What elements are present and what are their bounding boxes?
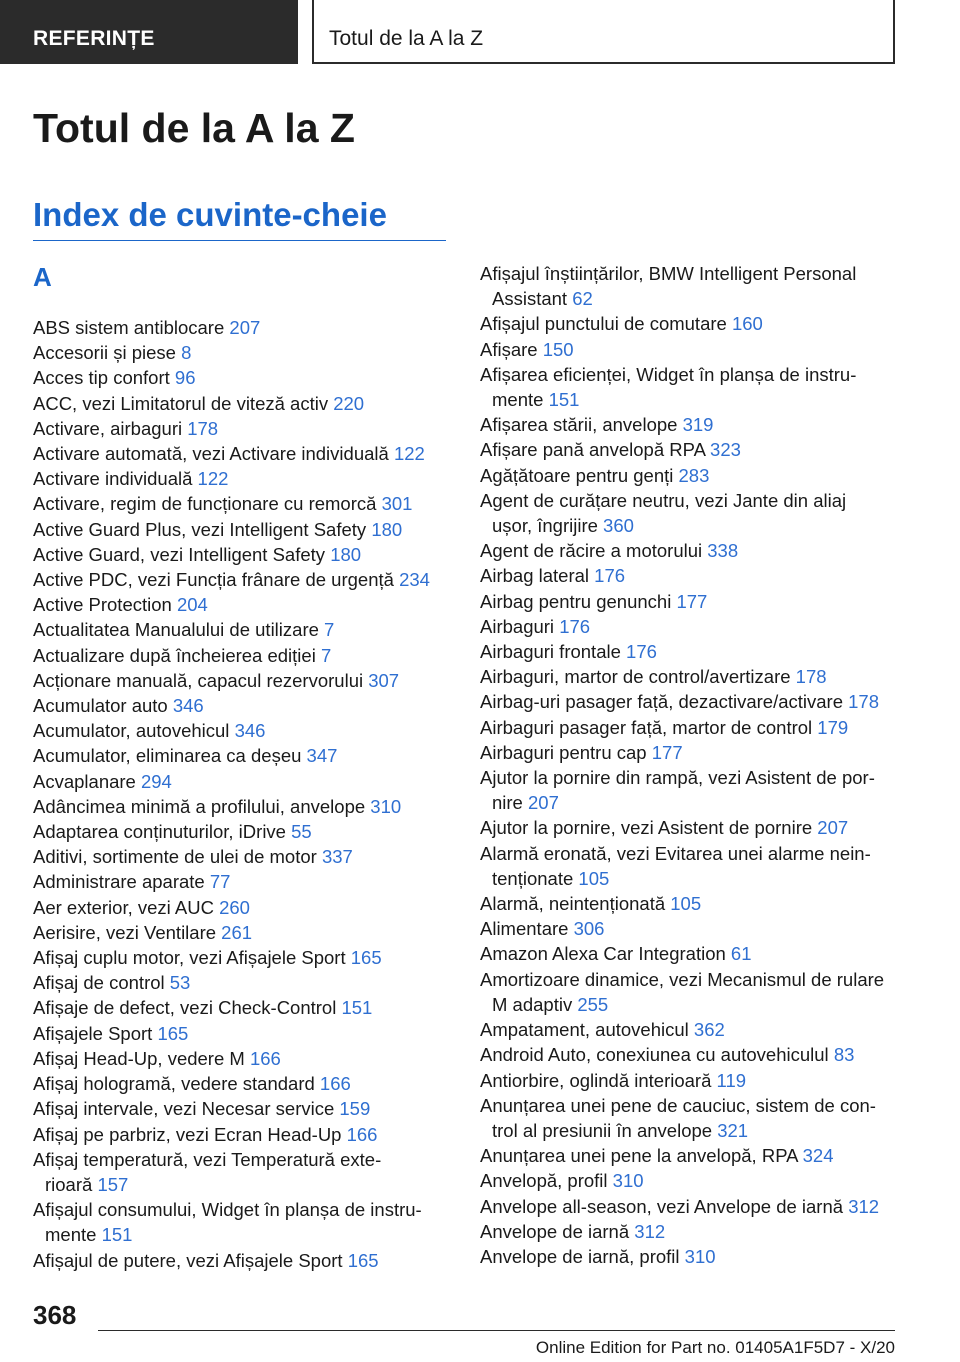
- index-entry: [33, 1122, 451, 1147]
- index-entry-text: Active PDC, vezi Funcția frânare de urgență: [33, 569, 394, 591]
- index-entry-text: Aer exterior, vezi AUC: [33, 896, 214, 918]
- index-entry-page-link[interactable]: 151: [101, 1224, 133, 1246]
- footer-rule: [98, 1330, 895, 1331]
- index-entry-text: Afișajul de putere, vezi Afișajele Sport: [33, 1249, 343, 1271]
- index-entry: [480, 437, 898, 462]
- index-entry-text: Afișarea stării, anvelope: [480, 414, 678, 436]
- index-entry: [33, 517, 451, 542]
- index-entry: [33, 365, 451, 390]
- header-section-label: REFERINȚE: [33, 27, 155, 50]
- index-entry-page-link[interactable]: 324: [802, 1145, 834, 1167]
- index-entry-page-link[interactable]: 8: [181, 342, 192, 364]
- index-entry: [480, 891, 898, 916]
- index-entry-text: Antiorbire, oglindă interioară: [480, 1069, 712, 1091]
- index-entry: [480, 463, 898, 488]
- index-entry-page-link[interactable]: 77: [209, 871, 231, 893]
- index-entry-page-link[interactable]: 312: [634, 1220, 666, 1242]
- index-entry-text: Anunțarea unei pene la anvelopă, RPA: [480, 1145, 798, 1167]
- index-entry: [480, 1219, 898, 1244]
- index-entry: [480, 639, 898, 664]
- index-entry: [33, 567, 451, 592]
- index-entry-text: Activare, regim de funcționare cu remorcă: [33, 493, 377, 515]
- index-entry-text: Ajutor la pornire, vezi Asistent de pornire: [480, 817, 813, 839]
- index-entry-text: Airbag-uri pasager față, dezactivare/activare: [480, 691, 843, 713]
- index-entry: [33, 491, 451, 516]
- index-entry-text: Afișaj intervale, vezi Necesar service: [33, 1098, 335, 1120]
- index-entry-page-link[interactable]: 83: [833, 1044, 855, 1066]
- index-entry-page-link[interactable]: 301: [381, 493, 413, 515]
- index-entry-page-link[interactable]: 360: [603, 515, 634, 537]
- index-entry-page-link[interactable]: 319: [682, 414, 714, 436]
- index-entry: [33, 592, 451, 617]
- index-entry-page-link[interactable]: 176: [594, 565, 626, 587]
- index-entry-text: Adâncimea minimă a profilului, anvelope: [33, 795, 366, 817]
- index-entry: [33, 693, 451, 718]
- index-entry: [33, 441, 451, 466]
- index-entry-page-link[interactable]: 323: [710, 439, 741, 461]
- index-entry: [33, 869, 451, 894]
- index-entry-text: Assistant: [492, 288, 568, 310]
- index-entry: [33, 1096, 451, 1121]
- index-entry-text: Airbaguri pentru cap: [480, 741, 647, 763]
- index-entry: [480, 311, 898, 336]
- index-entry-text: M adaptiv: [492, 993, 573, 1015]
- index-entry-text: Afișajul înștiințărilor, BMW Intelligent Personal: [480, 263, 857, 284]
- index-entry-text: Afișaj hologramă, vedere standard: [33, 1073, 315, 1095]
- index-entry-page-link[interactable]: 55: [291, 821, 312, 843]
- footer-edition-text: Online Edition for Part no. 01405A1F5D7 - X/20: [535, 1338, 895, 1357]
- index-entry: [480, 815, 898, 840]
- index-entry: [480, 589, 898, 614]
- index-entry-text: Afișajul consumului, Widget în planșa de instru-: [33, 1199, 422, 1221]
- index-entry-text: Anunțarea unei pene de cauciuc, sistem de con-: [480, 1094, 876, 1116]
- index-entry-text: Actualitatea Manualului de utilizare: [33, 619, 319, 641]
- index-entry-page-link[interactable]: 166: [319, 1073, 351, 1095]
- index-entry-text: Acumulator, autovehicul: [33, 720, 230, 742]
- index-entry-text: Afișaj cuplu motor, vezi Afișajele Sport: [33, 947, 346, 969]
- index-entry-page-link[interactable]: 347: [306, 745, 338, 767]
- index-entry-text: Anvelope de iarnă, profil: [480, 1245, 680, 1267]
- index-entry-text: nire: [492, 792, 523, 814]
- index-entry-text: Airbaguri: [480, 615, 555, 637]
- index-entry-page-link[interactable]: 180: [371, 518, 403, 540]
- index-entry-page-link[interactable]: 180: [330, 543, 362, 565]
- index-entry-text: Agățătoare pentru genți: [480, 464, 674, 486]
- index-entry-page-link[interactable]: 178: [848, 691, 880, 713]
- index-entry: [33, 617, 451, 642]
- index-entry: [480, 689, 898, 714]
- index-entry-page-link[interactable]: 207: [229, 317, 261, 338]
- index-entry-page-link[interactable]: 166: [346, 1123, 378, 1145]
- index-entry-page-link[interactable]: 7: [324, 619, 335, 641]
- index-entry: [33, 668, 451, 693]
- index-entry-text: Afișaj pe parbriz, vezi Ecran Head-Up: [33, 1123, 342, 1145]
- index-entry: [480, 841, 898, 891]
- index-entry: [480, 1068, 898, 1093]
- index-entry: [33, 920, 451, 945]
- index-entry-text: mente: [45, 1224, 97, 1246]
- index-entry-text: Alarmă, neintenționată: [480, 893, 666, 915]
- index-entry-text: Airbag lateral: [480, 565, 590, 587]
- header-section-tab: [0, 0, 298, 64]
- index-entry-page-link[interactable]: 338: [707, 540, 739, 562]
- index-entry-text: Afișare pană anvelopă RPA: [480, 439, 705, 461]
- index-entry-text: rioară: [45, 1173, 93, 1195]
- index-entry: [480, 412, 898, 437]
- index-entry-page-link[interactable]: 346: [234, 720, 266, 742]
- index-entry-text: Acvaplanare: [33, 770, 136, 792]
- index-entry-text: Airbaguri, martor de control/avertizare: [480, 666, 791, 688]
- index-entry: [480, 715, 898, 740]
- index-entry-page-link[interactable]: 119: [716, 1069, 747, 1091]
- index-entry-text: Afișaj Head-Up, vedere M: [33, 1047, 245, 1069]
- index-entry-page-link[interactable]: 160: [731, 313, 763, 335]
- index-entry-page-link[interactable]: 177: [676, 590, 708, 612]
- index-entry-text: Anvelope all-season, vezi Anvelope de iarnă: [480, 1195, 844, 1217]
- index-entry-text: Activare automată, vezi Activare individuală: [33, 443, 389, 465]
- index-entry-page-link[interactable]: 53: [169, 972, 191, 994]
- index-entry-text: Acces tip confort: [33, 367, 170, 389]
- index-entry-page-link[interactable]: 261: [221, 921, 253, 943]
- index-entry-page-link[interactable]: 62: [572, 288, 593, 310]
- index-entry: [33, 643, 451, 668]
- index-entry-page-link[interactable]: 179: [817, 716, 849, 738]
- index-entry-page-link[interactable]: 346: [172, 695, 204, 717]
- index-entry-text: Agent de răcire a motorului: [480, 540, 703, 562]
- index-entry: [33, 1197, 451, 1247]
- index-entry: [33, 1147, 451, 1197]
- index-entry-text: Active Protection: [33, 594, 172, 616]
- index-entry: [33, 970, 451, 995]
- index-entry: [480, 967, 898, 1017]
- index-entry-text: Alarmă eronată, vezi Evitarea unei alarme nein-: [480, 842, 871, 864]
- index-entry: [33, 315, 451, 340]
- index-entry-page-link[interactable]: 165: [350, 947, 382, 969]
- index-entry: [480, 337, 898, 362]
- index-entry-text: Amortizoare dinamice, vezi Mecanismul de rulare: [480, 968, 885, 990]
- index-entry: [480, 1168, 898, 1193]
- index-entry: [33, 895, 451, 920]
- index-entry-text: Aerisire, vezi Ventilare: [33, 921, 217, 943]
- index-entry-text: Adaptarea conținuturilor, iDrive: [33, 821, 286, 843]
- index-entry-text: Accesorii și piese: [33, 342, 176, 364]
- index-entry-text: Airbaguri frontale: [480, 641, 621, 663]
- index-entry-page-link[interactable]: 204: [176, 594, 208, 616]
- index-entry-page-link[interactable]: 176: [626, 641, 657, 663]
- index-entry-text: Actualizare după încheierea ediției: [33, 644, 316, 666]
- index-entry-text: ACC, vezi Limitatorul de viteză activ: [33, 392, 329, 414]
- index-entry-text: Ajutor la pornire din rampă, vezi Asistent de por-: [480, 767, 875, 789]
- index-entry-page-link[interactable]: 306: [573, 918, 605, 940]
- index-entry: [33, 542, 451, 567]
- index-entry-page-link[interactable]: 122: [393, 443, 425, 465]
- index-entry-text: Android Auto, conexiunea cu autovehiculul: [480, 1044, 829, 1066]
- index-entry: [480, 941, 898, 966]
- index-entry-page-link[interactable]: 151: [548, 389, 580, 411]
- index-entry-page-link[interactable]: 178: [795, 666, 827, 688]
- index-entry: [33, 769, 451, 794]
- index-entry: [480, 916, 898, 941]
- index-entry-page-link[interactable]: 283: [678, 464, 710, 486]
- index-entry-text: Activare individuală: [33, 468, 193, 490]
- index-entry-text: Aditivi, sortimente de ulei de motor: [33, 846, 317, 868]
- index-entry-text: Agent de curățare neutru, vezi Jante din aliaj: [480, 489, 847, 511]
- index-entry-text: Afișaj de control: [33, 972, 165, 994]
- index-entry: [480, 1093, 898, 1143]
- index-entry-text: Afișarea eficienței, Widget în planșa de instru-: [480, 363, 857, 385]
- index-entry: [33, 416, 451, 441]
- index-entry: [33, 743, 451, 768]
- index-entry: [480, 1244, 898, 1269]
- index-entry: [480, 1017, 898, 1042]
- index-entry-text: Ampatament, autovehicul: [480, 1019, 689, 1041]
- index-entry-page-link[interactable]: 207: [817, 817, 849, 839]
- index-entry: [480, 1042, 898, 1067]
- index-entry-page-link[interactable]: 151: [341, 997, 373, 1019]
- index-entry: [480, 740, 898, 765]
- index-entry-page-link[interactable]: 61: [730, 943, 752, 965]
- index-entry-page-link[interactable]: 178: [187, 417, 219, 439]
- index-entry: [480, 488, 898, 538]
- index-entry-text: Anvelopă, profil: [480, 1170, 608, 1192]
- index-entry-page-link[interactable]: 234: [399, 569, 430, 591]
- index-entry-text: Anvelope de iarnă: [480, 1220, 630, 1242]
- index-entry-page-link[interactable]: 157: [97, 1173, 129, 1195]
- index-entry-page-link[interactable]: 105: [670, 893, 702, 915]
- index-entry: [33, 1248, 451, 1273]
- index-entry-page-link[interactable]: 321: [717, 1119, 749, 1141]
- index-entry-text: Afișaj temperatură, vezi Temperatură exte-: [33, 1148, 382, 1170]
- index-entry: [33, 844, 451, 869]
- page-number: 368: [33, 1300, 77, 1330]
- index-entry-page-link[interactable]: 122: [197, 468, 229, 490]
- index-entry-text: mente: [492, 389, 544, 411]
- index-entry-text: Afișaje de defect, vezi Check-Control: [33, 997, 337, 1019]
- index-entry: [33, 1046, 451, 1071]
- index-entry-text: Amazon Alexa Car Integration: [480, 943, 726, 965]
- index-entry: [480, 563, 898, 588]
- index-entry-page-link[interactable]: 165: [157, 1022, 189, 1044]
- header-title-box: [312, 0, 895, 64]
- index-entry-text: ușor, îngrijire: [492, 515, 598, 537]
- index-entry-text: tenționate: [492, 867, 574, 889]
- index-entry-page-link[interactable]: 150: [542, 338, 574, 360]
- index-entry-text: Administrare aparate: [33, 871, 205, 893]
- index-entry-text: Afișajul punctului de comutare: [480, 313, 727, 335]
- index-entry-text: Activare, airbaguri: [33, 417, 183, 439]
- index-entry-text: Acumulator, eliminarea ca deșeu: [33, 745, 302, 767]
- index-entry-text: ABS sistem antiblocare: [33, 317, 225, 338]
- index-entry: [480, 538, 898, 563]
- index-entry: [33, 466, 451, 491]
- index-entry: [480, 261, 898, 311]
- index-entry-text: Acumulator auto: [33, 695, 168, 717]
- index-entry-text: Airbag pentru genunchi: [480, 590, 672, 612]
- index-entry-page-link[interactable]: 176: [559, 615, 591, 637]
- index-entry-page-link[interactable]: 310: [612, 1170, 644, 1192]
- index-entry: [480, 614, 898, 639]
- index-entry: [33, 794, 451, 819]
- index-column-left: [33, 315, 451, 1273]
- index-entry-text: Airbaguri pasager față, martor de control: [480, 716, 813, 738]
- index-entry: [33, 718, 451, 743]
- subtitle-underline: [33, 240, 446, 241]
- index-entry: [33, 1071, 451, 1096]
- index-entry: [480, 765, 898, 815]
- index-entry-text: Afișajele Sport: [33, 1022, 153, 1044]
- index-entry-text: Afișare: [480, 338, 538, 360]
- index-entry: [33, 819, 451, 844]
- index-entry: [33, 391, 451, 416]
- index-entry-page-link[interactable]: 310: [684, 1245, 716, 1267]
- index-entry-text: Active Guard, vezi Intelligent Safety: [33, 543, 326, 565]
- index-entry-page-link[interactable]: 7: [320, 644, 332, 666]
- section-subtitle: Index de cuvinte-cheie: [33, 196, 387, 233]
- index-entry: [33, 340, 451, 365]
- index-column-right: [480, 261, 898, 1269]
- index-entry-page-link[interactable]: 337: [321, 846, 353, 868]
- index-entry-page-link[interactable]: 159: [339, 1098, 371, 1120]
- index-entry-page-link[interactable]: 177: [651, 741, 683, 763]
- index-entry-text: Acționare manuală, capacul rezervorului: [33, 669, 364, 691]
- index-entry-page-link[interactable]: 255: [577, 993, 609, 1015]
- index-entry: [33, 945, 451, 970]
- index-entry-page-link[interactable]: 207: [528, 792, 559, 814]
- index-entry: [33, 1021, 451, 1046]
- index-entry-page-link[interactable]: 307: [368, 669, 400, 691]
- index-entry-page-link[interactable]: 220: [333, 392, 365, 414]
- index-entry-text: Active Guard Plus, vezi Intelligent Safety: [33, 518, 367, 540]
- index-entry-page-link[interactable]: 105: [578, 867, 610, 889]
- index-entry: [480, 664, 898, 689]
- index-entry: [480, 362, 898, 412]
- index-entry-page-link[interactable]: 165: [347, 1249, 379, 1271]
- index-entry-page-link[interactable]: 362: [693, 1019, 725, 1041]
- index-entry-page-link[interactable]: 310: [370, 795, 402, 817]
- page-title: Totul de la A la Z: [33, 105, 355, 151]
- index-entry-text: Alimentare: [480, 918, 569, 940]
- index-entry: [480, 1143, 898, 1168]
- index-entry-text: trol al presiunii în anvelope: [492, 1119, 713, 1141]
- header-title: Totul de la A la Z: [329, 27, 484, 50]
- index-entry-page-link[interactable]: 312: [848, 1195, 880, 1217]
- index-entry-page-link[interactable]: 260: [219, 896, 250, 918]
- index-entry: [480, 1194, 898, 1219]
- index-letter-heading: A: [33, 262, 52, 292]
- index-entry-page-link[interactable]: 96: [174, 367, 196, 389]
- index-entry-page-link[interactable]: 294: [140, 770, 172, 792]
- index-entry: [33, 995, 451, 1020]
- index-entry-page-link[interactable]: 166: [249, 1047, 281, 1069]
